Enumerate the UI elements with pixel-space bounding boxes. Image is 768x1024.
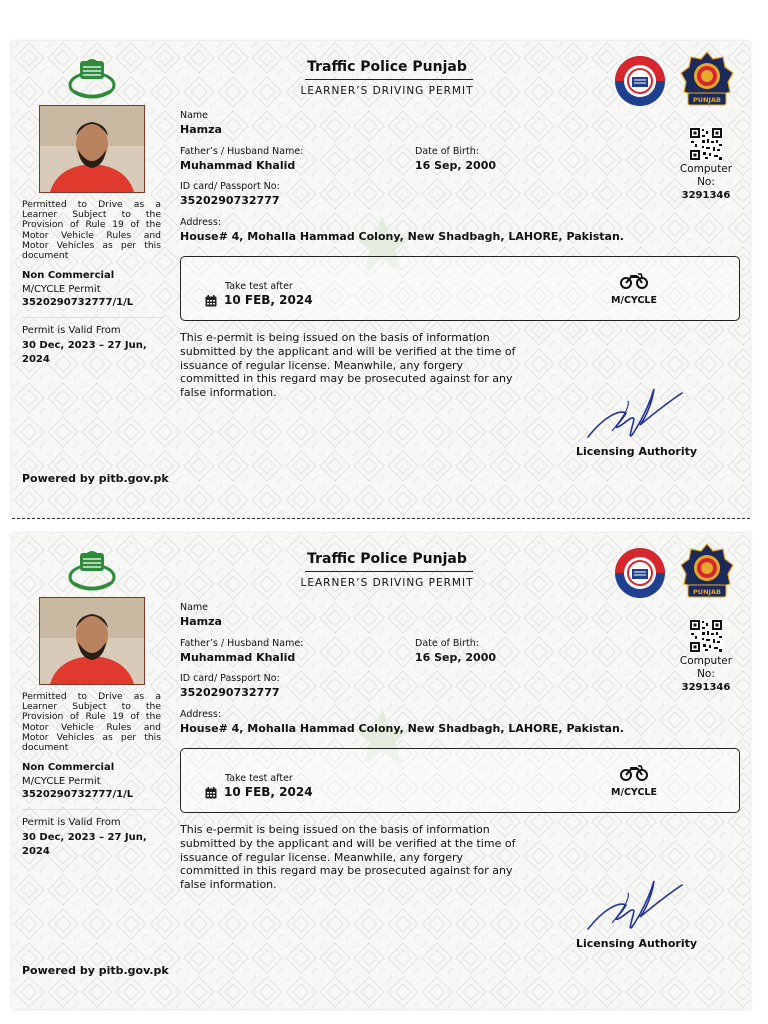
father-value: Muhammad Khalid	[180, 651, 296, 664]
dob-value: 16 Sep, 2000	[415, 159, 497, 172]
computer-no-value: 3291346	[681, 190, 731, 201]
father-label: Father’s / Husband Name:	[180, 146, 304, 157]
police-badge-icon	[680, 51, 734, 109]
vehicle-class: M/CYCLE	[611, 787, 657, 798]
divider	[22, 317, 164, 318]
permit-card-2	[12, 533, 750, 1009]
police-badge-icon	[680, 543, 734, 601]
computer-no-label: Computer No:	[679, 655, 733, 680]
permit-category: Non Commercial	[22, 762, 115, 773]
name-value: Hamza	[180, 123, 222, 136]
signature-image	[582, 871, 687, 937]
dob-label: Date of Birth:	[415, 146, 479, 157]
divider	[22, 809, 164, 810]
permit-type: M/CYCLE Permit	[22, 284, 101, 295]
test-date: 10 FEB, 2024	[224, 785, 313, 799]
test-info-box	[180, 256, 740, 321]
powered-by: Powered by pitb.gov.pk	[22, 964, 169, 977]
title-underline	[305, 571, 473, 572]
permitted-text: Permitted to Drive as a Learner Subject to the Provision of Rule 19 of the Motor Vehicle Rules and Motor Vehicles as per this document	[22, 199, 161, 262]
id-value: 3520290732777	[180, 194, 280, 207]
test-label: Take test after	[225, 773, 293, 784]
motorcycle-icon	[620, 763, 648, 781]
calendar-icon	[205, 787, 217, 799]
test-label: Take test after	[225, 281, 293, 292]
applicant-photo	[39, 105, 145, 193]
police-emblem-icon	[612, 55, 668, 107]
valid-label: Permit is Valid From	[22, 325, 121, 336]
computer-no-label: Computer No:	[679, 163, 733, 188]
notice-text: This e-permit is being issued on the basis of information submitted by the applicant and will be verified at the time of issuance of regular license. Meanwhile, any forgery committed in this regard may be prosecuted against for any false information.	[180, 331, 516, 400]
punjab-emblem-icon	[66, 547, 118, 593]
name-label: Name	[180, 110, 209, 121]
applicant-photo	[39, 597, 145, 685]
motorcycle-icon	[620, 271, 648, 289]
name-value: Hamza	[180, 615, 222, 628]
address-label: Address:	[180, 709, 222, 720]
powered-by: Powered by pitb.gov.pk	[22, 472, 169, 485]
dob-value: 16 Sep, 2000	[415, 651, 497, 664]
vehicle-class: M/CYCLE	[611, 295, 657, 306]
address-value: House# 4, Mohalla Hammad Colony, New Shadbagh, LAHORE, Pakistan.	[180, 722, 624, 735]
calendar-icon	[205, 295, 217, 307]
qr-code-icon	[689, 127, 723, 161]
permitted-text: Permitted to Drive as a Learner Subject to the Provision of Rule 19 of the Motor Vehicle Rules and Motor Vehicles as per this document	[22, 691, 161, 754]
card-subtitle: LEARNER’S DRIVING PERMIT	[300, 577, 474, 589]
signature-image	[582, 379, 687, 445]
test-date: 10 FEB, 2024	[224, 293, 313, 307]
licensing-authority: Licensing Authority	[576, 445, 698, 458]
address-label: Address:	[180, 217, 222, 228]
valid-label: Permit is Valid From	[22, 817, 121, 828]
punjab-emblem-icon	[66, 55, 118, 101]
computer-no-value: 3291346	[681, 682, 731, 693]
badge-text: PUNJAB	[693, 96, 721, 104]
card-title: Traffic Police Punjab	[307, 551, 467, 567]
licensing-authority: Licensing Authority	[576, 937, 698, 950]
father-value: Muhammad Khalid	[180, 159, 296, 172]
permit-type: M/CYCLE Permit	[22, 776, 101, 787]
permit-number: 3520290732777/1/L	[22, 789, 134, 800]
father-label: Father’s / Husband Name:	[180, 638, 304, 649]
notice-text: This e-permit is being issued on the basis of information submitted by the applicant and will be verified at the time of issuance of regular license. Meanwhile, any forgery committed in this regard may be prosecuted against for any false information.	[180, 823, 516, 892]
address-value: House# 4, Mohalla Hammad Colony, New Shadbagh, LAHORE, Pakistan.	[180, 230, 624, 243]
cut-line	[12, 518, 750, 519]
permit-category: Non Commercial	[22, 270, 115, 281]
permit-number: 3520290732777/1/L	[22, 297, 134, 308]
badge-text: PUNJAB	[693, 588, 721, 596]
test-info-box	[180, 748, 740, 813]
valid-range: 30 Dec, 2023 – 27 Jun, 2024	[22, 832, 147, 857]
qr-code-icon	[689, 619, 723, 653]
permit-card-1	[12, 41, 750, 517]
valid-range: 30 Dec, 2023 – 27 Jun, 2024	[22, 340, 147, 365]
name-label: Name	[180, 602, 209, 613]
dob-label: Date of Birth:	[415, 638, 479, 649]
id-label: ID card/ Passport No:	[180, 673, 280, 684]
title-underline	[305, 79, 473, 80]
card-subtitle: LEARNER’S DRIVING PERMIT	[300, 85, 474, 97]
card-title: Traffic Police Punjab	[307, 59, 467, 75]
police-emblem-icon	[612, 547, 668, 599]
id-value: 3520290732777	[180, 686, 280, 699]
id-label: ID card/ Passport No:	[180, 181, 280, 192]
